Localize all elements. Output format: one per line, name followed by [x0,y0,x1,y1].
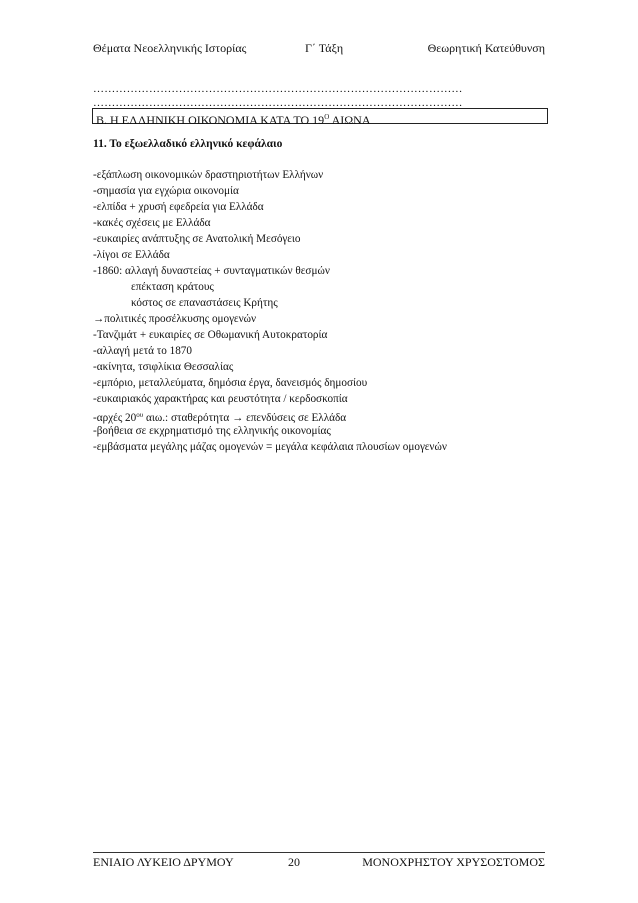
header-direction: Θεωρητική Κατεύθυνση [427,41,545,55]
note-line-indented: επέκταση κράτους [131,281,214,293]
footer-author: ΜΟΝΟΧΡΗΣΤΟΥ ΧΡΥΣΟΣΤΟΜΟΣ [362,855,545,869]
note-line: -σημασία για εγχώρια οικονομία [93,185,239,197]
arrow-icon: → [93,313,105,325]
note-sup: ου [136,411,144,419]
section-heading-suffix: ΑΙΩΝΑ [329,113,371,127]
item-title: 11. Το εξωελλαδικό ελληνικό κεφάλαιο [93,138,283,150]
note-line: -λίγοι σε Ελλάδα [93,249,170,261]
note-line: -αλλαγή μετά το 1870 [93,345,192,357]
footer-divider [93,852,545,853]
header-subject: Θέματα Νεοελληνικής Ιστορίας [93,41,247,55]
section-heading-prefix: Β. Η ΕΛΛΗΝΙΚΗ ΟΙΚΟΝΟΜΙΑ ΚΑΤΑ ΤΟ 19 [96,113,325,127]
section-heading-sup: Ο [324,113,330,121]
note-line: -ευκαιρίες ανάπτυξης σε Ανατολική Μεσόγειο [93,233,301,245]
page-footer [93,855,545,871]
note-line: -1860: αλλαγή δυναστείας + συνταγματικών θεσμών [93,265,330,277]
note-text: επενδύσεις σε Ελλάδα [243,412,347,424]
page-number: 20 [288,855,300,869]
header-class: Γ΄ Τάξη [305,41,344,55]
section-heading [92,108,548,127]
note-line [93,311,553,327]
notes-list [93,167,553,455]
page-header [93,41,545,57]
note-line: -εξάπλωση οικονομικών δραστηριοτήτων Ελλήνων [93,169,324,181]
dotted-line-1: ……………………………………………………………………………………… [93,83,463,95]
note-text: -αρχές 20 [93,412,137,424]
note-line [93,407,553,423]
section-content [93,136,553,455]
note-line: -βοήθεια σε εκχρηματισμό της ελληνικής οικονομίας [93,425,331,437]
arrow-icon: → [232,412,244,424]
dotted-line-2: ……………………………………………………………………………………… [93,97,463,109]
note-text: αιω.: σταθερότητα [143,412,233,424]
note-line: -ευκαιριακός χαρακτήρας και ρευστότητα / κερδοσκοπία [93,393,348,405]
note-line: -ελπίδα + χρυσή εφεδρεία για Ελλάδα [93,201,264,213]
note-line: -εμπόριο, μεταλλεύματα, δημόσια έργα, δανεισμός δημοσίου [93,377,368,389]
note-line: -ακίνητα, τσιφλίκια Θεσσαλίας [93,361,234,373]
note-line: -κακές σχέσεις με Ελλάδα [93,217,211,229]
footer-school: ΕΝΙΑΙΟ ΛΥΚΕΙΟ ΔΡΥΜΟΥ [93,855,234,869]
note-line: -εμβάσματα μεγάλης μάζας ομογενών = μεγάλα κεφάλαια πλουσίων ομογενών [93,441,447,453]
note-text: πολιτικές προσέλκυσης ομογενών [104,313,257,325]
note-line-indented: κόστος σε επαναστάσεις Κρήτης [131,297,278,309]
note-line: -Τανζιμάτ + ευκαιρίες σε Οθωμανική Αυτοκρατορία [93,329,328,341]
